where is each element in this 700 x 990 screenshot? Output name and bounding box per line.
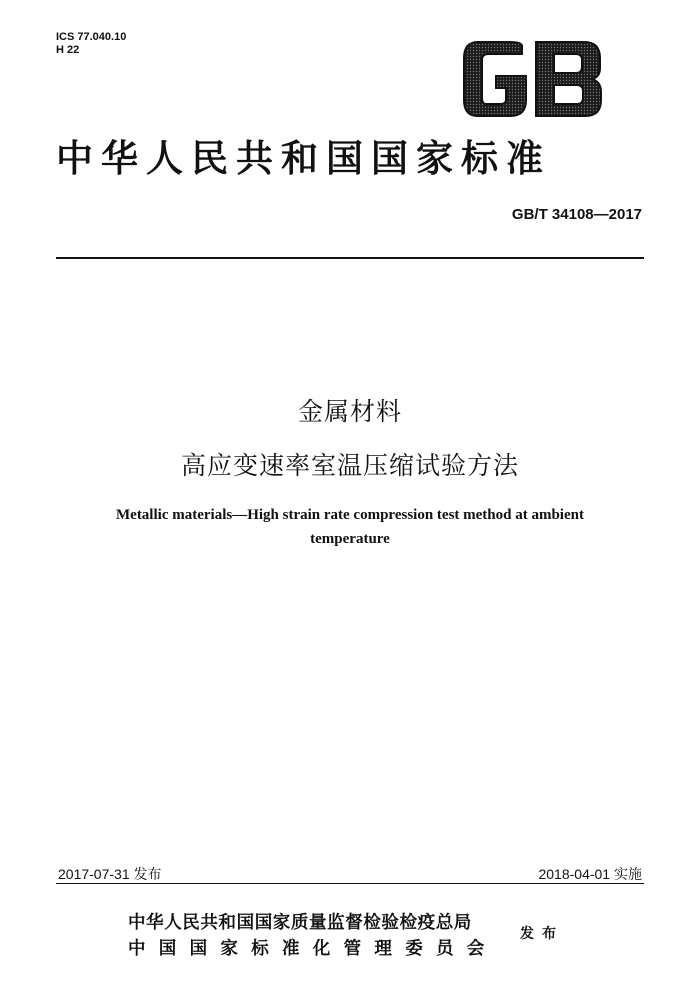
national-standard-title: 中华人民共和国国家标准 — [56, 136, 551, 180]
classification-block — [56, 31, 126, 57]
issuer-line2: 中国国家标准化管理委员会 — [128, 939, 498, 959]
footer-divider — [56, 883, 644, 884]
header-divider — [56, 257, 644, 259]
standard-number: GB/T 34108—2017 — [511, 206, 642, 223]
issuer-line1: 中华人民共和国国家质量监督检验检疫总局 — [128, 913, 472, 933]
issue-date: 2017-07-31 发布 — [58, 866, 162, 882]
category-code: H 22 — [56, 44, 80, 56]
title-en-line1: Metallic materials—High strain rate compression test method at ambient — [116, 507, 584, 523]
implementation-date: 2018-04-01 实施 — [538, 866, 642, 882]
ics-code: ICS 77.040.10 — [56, 31, 127, 43]
title-en-line2: temperature — [310, 531, 390, 547]
gb-logo-icon — [460, 40, 603, 118]
title-cn-line2: 高应变速率室温压缩试验方法 — [180, 451, 519, 480]
publish-label: 发布 — [520, 926, 564, 942]
title-cn-line1: 金属材料 — [297, 397, 402, 426]
title-en — [80, 503, 620, 551]
